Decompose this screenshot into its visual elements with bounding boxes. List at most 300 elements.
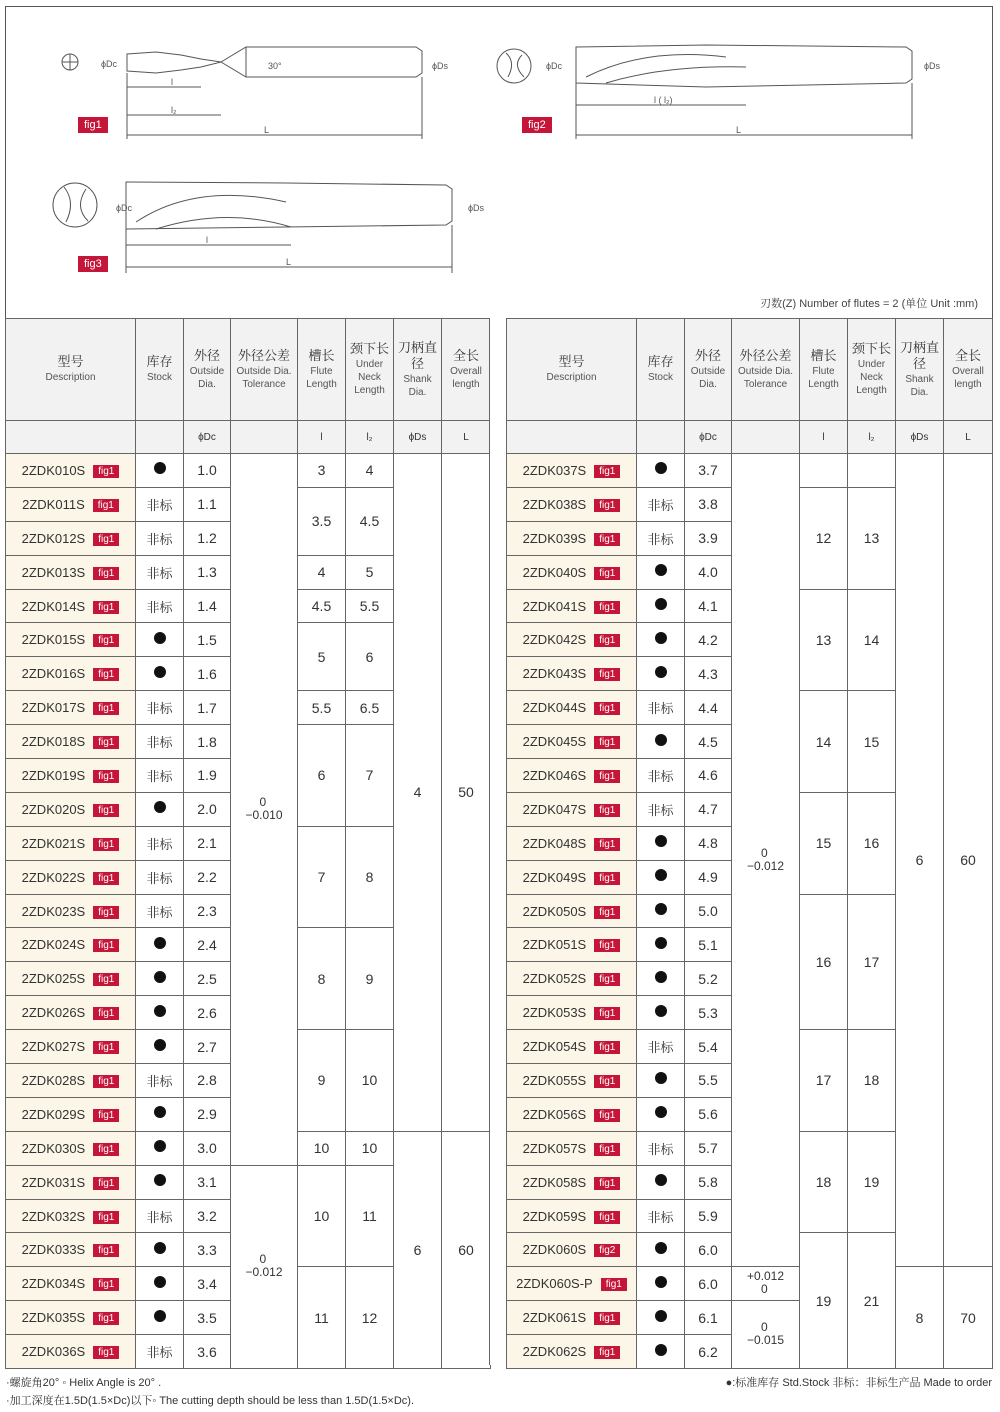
model-code: 2ZDK057S bbox=[522, 1140, 587, 1156]
model-cell bbox=[6, 1301, 136, 1335]
figure-tag: fig1 bbox=[93, 1244, 119, 1257]
model-code: 2ZDK022S bbox=[21, 869, 86, 885]
flute-cell: 6 bbox=[298, 725, 346, 827]
figure-tag: fig1 bbox=[594, 770, 620, 783]
model-cell bbox=[6, 826, 136, 860]
sym-dc: ϕDc bbox=[685, 421, 732, 454]
spec-table-left bbox=[5, 318, 491, 1369]
stock-cell bbox=[136, 1131, 184, 1165]
model-cell bbox=[507, 657, 637, 691]
figure-tag: fig1 bbox=[93, 1346, 119, 1359]
fig3-dim-L: L bbox=[286, 257, 292, 267]
stock-made-to-order: 非标 bbox=[146, 871, 173, 887]
stock-dot-icon bbox=[655, 971, 667, 983]
figure-tag: fig1 bbox=[594, 668, 620, 681]
flute-cell: 17 bbox=[800, 1030, 848, 1132]
stock-dot-icon bbox=[655, 734, 667, 746]
unit-note: 刃数(Z) Number of flutes = 2 (单位 Unit :mm) bbox=[760, 298, 978, 310]
figure-tag: fig1 bbox=[93, 533, 119, 546]
figure-tag: fig1 bbox=[594, 601, 620, 614]
figure-tag: fig1 bbox=[93, 872, 119, 885]
dia-cell: 2.4 bbox=[184, 928, 231, 962]
neck-cell: 6 bbox=[346, 623, 394, 691]
sym-l: l bbox=[298, 421, 346, 454]
dia-cell: 5.6 bbox=[685, 1097, 732, 1131]
model-cell bbox=[507, 1097, 637, 1131]
dia-cell: 3.8 bbox=[685, 487, 732, 521]
dia-cell: 3.0 bbox=[184, 1131, 231, 1165]
dia-cell: 5.7 bbox=[685, 1131, 732, 1165]
tolerance-cell bbox=[231, 1165, 298, 1368]
figure-tag: fig1 bbox=[594, 465, 620, 478]
flute-cell: 12 bbox=[800, 487, 848, 589]
stock-made-to-order: 非标 bbox=[146, 905, 173, 921]
model-cell bbox=[507, 1165, 637, 1199]
model-code: 2ZDK017S bbox=[21, 700, 86, 716]
header-model: 型号 Description bbox=[6, 319, 136, 421]
figure-tag: fig1 bbox=[594, 804, 620, 817]
fig1-tag: fig1 bbox=[78, 117, 108, 133]
figure-tag: fig1 bbox=[594, 499, 620, 512]
tolerance-upper: 0 bbox=[259, 794, 267, 809]
model-cell bbox=[6, 521, 136, 555]
dia-cell: 4.4 bbox=[685, 691, 732, 725]
figure-tag: fig1 bbox=[93, 567, 119, 580]
dia-cell: 6.2 bbox=[685, 1335, 732, 1369]
tolerance-upper: 0 bbox=[760, 1320, 768, 1335]
figure-tag: fig1 bbox=[594, 906, 620, 919]
tolerance-cell bbox=[732, 1267, 800, 1301]
stock-dot-icon bbox=[655, 462, 667, 474]
stock-dot-icon bbox=[655, 1174, 667, 1186]
fig3-dim-l: l bbox=[206, 235, 208, 245]
stock-dot-icon bbox=[655, 666, 667, 678]
shank-cell: 6 bbox=[896, 454, 944, 1267]
model-code: 2ZDK016S bbox=[21, 666, 86, 682]
neck-cell: 10 bbox=[346, 1131, 394, 1165]
figure-tag: fig1 bbox=[594, 533, 620, 546]
fig1-dim-ds: ϕDs bbox=[432, 61, 449, 71]
stock-cell bbox=[136, 1097, 184, 1131]
figure-tag: fig2 bbox=[594, 1244, 620, 1257]
stock-cell bbox=[136, 1165, 184, 1199]
stock-made-to-order: 非标 bbox=[647, 1210, 674, 1226]
dia-cell: 4.3 bbox=[685, 657, 732, 691]
model-code: 2ZDK055S bbox=[522, 1072, 587, 1088]
model-code: 2ZDK058S bbox=[522, 1174, 587, 1190]
model-code: 2ZDK020S bbox=[21, 801, 86, 817]
header-dia: 外径 Outside Dia. bbox=[184, 319, 231, 421]
figure-tag: fig1 bbox=[93, 1143, 119, 1156]
header-dia: 外径 Outside Dia. bbox=[685, 319, 732, 421]
model-code: 2ZDK018S bbox=[21, 734, 86, 750]
dia-cell: 2.3 bbox=[184, 894, 231, 928]
tolerance-cell bbox=[732, 454, 800, 1267]
stock-dot-icon bbox=[655, 835, 667, 847]
flute-cell bbox=[800, 454, 848, 488]
model-code: 2ZDK027S bbox=[21, 1039, 86, 1055]
dia-cell: 4.8 bbox=[685, 826, 732, 860]
stock-dot-icon bbox=[655, 869, 667, 881]
stock-cell bbox=[637, 521, 685, 555]
header-tolerance: 外径公差 Outside Dia. Tolerance bbox=[732, 319, 800, 421]
dia-cell: 5.8 bbox=[685, 1165, 732, 1199]
model-code: 2ZDK049S bbox=[522, 869, 587, 885]
model-code: 2ZDK028S bbox=[21, 1072, 86, 1088]
figure-tag: fig1 bbox=[93, 1075, 119, 1088]
fig3-end-view bbox=[53, 183, 97, 227]
dia-cell: 1.0 bbox=[184, 454, 231, 488]
sym-l2: l₂ bbox=[848, 421, 896, 454]
footnote-legend: ●:标准库存 Std.Stock 非标：非标生产品 Made to order bbox=[725, 1377, 992, 1389]
model-code: 2ZDK036S bbox=[21, 1344, 86, 1360]
fig1-dim-L: L bbox=[264, 125, 270, 135]
stock-cell bbox=[637, 962, 685, 996]
neck-cell: 7 bbox=[346, 725, 394, 827]
tolerance-cell bbox=[231, 454, 298, 1166]
stock-cell bbox=[637, 1199, 685, 1233]
stock-cell bbox=[637, 759, 685, 793]
figure-tag: fig1 bbox=[93, 838, 119, 851]
tolerance-lower: −0.012 bbox=[245, 1265, 283, 1280]
stock-dot-icon bbox=[154, 1005, 166, 1017]
stock-dot-icon bbox=[655, 1310, 667, 1322]
figure-tag: fig1 bbox=[594, 1346, 620, 1359]
stock-dot-icon bbox=[154, 462, 166, 474]
figure-tag: fig1 bbox=[93, 702, 119, 715]
model-cell bbox=[6, 1064, 136, 1098]
stock-cell bbox=[136, 1335, 184, 1369]
model-code: 2ZDK014S bbox=[21, 598, 86, 614]
stock-cell bbox=[637, 623, 685, 657]
model-cell bbox=[507, 555, 637, 589]
flute-cell: 4.5 bbox=[298, 589, 346, 623]
dia-cell: 2.5 bbox=[184, 962, 231, 996]
figure-tag: fig1 bbox=[594, 1211, 620, 1224]
stock-dot-icon bbox=[655, 937, 667, 949]
sym-ds: ϕDs bbox=[394, 421, 442, 454]
stock-dot-icon bbox=[655, 598, 667, 610]
model-code: 2ZDK033S bbox=[21, 1242, 86, 1258]
stock-cell bbox=[637, 1335, 685, 1369]
model-cell bbox=[507, 589, 637, 623]
stock-made-to-order: 非标 bbox=[647, 702, 674, 718]
neck-cell: 17 bbox=[848, 894, 896, 1030]
flute-cell: 18 bbox=[800, 1131, 848, 1233]
stock-dot-icon bbox=[655, 1005, 667, 1017]
fig3-dim-dc: ϕDc bbox=[116, 203, 133, 213]
tolerance-upper: +0.012 bbox=[746, 1269, 785, 1284]
stock-dot-icon bbox=[154, 1242, 166, 1254]
stock-cell bbox=[136, 725, 184, 759]
dia-cell: 2.0 bbox=[184, 792, 231, 826]
model-cell bbox=[507, 725, 637, 759]
stock-dot-icon bbox=[655, 1344, 667, 1356]
neck-cell bbox=[848, 454, 896, 488]
header-overall: 全长 Overall length bbox=[442, 319, 491, 421]
model-cell bbox=[507, 1064, 637, 1098]
flute-cell: 9 bbox=[298, 1030, 346, 1132]
stock-cell bbox=[637, 996, 685, 1030]
stock-cell bbox=[637, 1097, 685, 1131]
sym-L: L bbox=[944, 421, 993, 454]
figure-tag: fig1 bbox=[93, 1278, 119, 1291]
fig2-tag: fig2 bbox=[522, 117, 552, 133]
stock-dot-icon bbox=[655, 564, 667, 576]
dia-cell: 1.1 bbox=[184, 487, 231, 521]
fig3-tool-outline bbox=[126, 182, 452, 229]
model-cell bbox=[507, 996, 637, 1030]
stock-cell bbox=[637, 1131, 685, 1165]
model-cell bbox=[6, 657, 136, 691]
model-cell bbox=[6, 555, 136, 589]
model-code: 2ZDK013S bbox=[21, 564, 86, 580]
figure-tag: fig1 bbox=[594, 1312, 620, 1325]
stock-cell bbox=[136, 555, 184, 589]
figure-tag: fig1 bbox=[594, 634, 620, 647]
figure-tag: fig1 bbox=[594, 736, 620, 749]
model-code: 2ZDK015S bbox=[21, 632, 86, 648]
model-cell bbox=[507, 1199, 637, 1233]
model-code: 2ZDK023S bbox=[21, 903, 86, 919]
model-cell bbox=[507, 1131, 637, 1165]
model-cell bbox=[6, 894, 136, 928]
neck-cell: 5 bbox=[346, 555, 394, 589]
stock-cell bbox=[637, 928, 685, 962]
stock-cell bbox=[136, 1233, 184, 1267]
stock-dot-icon bbox=[154, 1174, 166, 1186]
stock-dot-icon bbox=[655, 1242, 667, 1254]
model-cell bbox=[507, 928, 637, 962]
model-cell bbox=[507, 623, 637, 657]
sym-l: l bbox=[800, 421, 848, 454]
model-code: 2ZDK019S bbox=[21, 767, 86, 783]
neck-cell: 8 bbox=[346, 826, 394, 928]
stock-made-to-order: 非标 bbox=[647, 769, 674, 785]
figure-tag: fig1 bbox=[594, 1075, 620, 1088]
fig2-dim-ds: ϕDs bbox=[924, 61, 941, 71]
dia-cell: 3.4 bbox=[184, 1267, 231, 1301]
flute-cell: 5.5 bbox=[298, 691, 346, 725]
dia-cell: 3.1 bbox=[184, 1165, 231, 1199]
figure-tag: fig1 bbox=[594, 702, 620, 715]
model-cell bbox=[6, 691, 136, 725]
stock-cell bbox=[637, 725, 685, 759]
neck-cell: 6.5 bbox=[346, 691, 394, 725]
flute-cell: 19 bbox=[800, 1233, 848, 1369]
stock-cell bbox=[637, 1233, 685, 1267]
figure-tag: fig1 bbox=[93, 906, 119, 919]
header-neck: 颈下长 Under Neck Length bbox=[848, 319, 896, 421]
model-cell bbox=[507, 792, 637, 826]
model-cell bbox=[507, 521, 637, 555]
stock-dot-icon bbox=[154, 632, 166, 644]
stock-cell bbox=[637, 454, 685, 488]
stock-cell bbox=[136, 691, 184, 725]
header-stock: 库存 Stock bbox=[136, 319, 184, 421]
stock-made-to-order: 非标 bbox=[146, 736, 173, 752]
flute-cell: 13 bbox=[800, 589, 848, 691]
table-row bbox=[507, 1267, 993, 1301]
model-cell bbox=[507, 691, 637, 725]
footnote-helix: ·螺旋角20° ◦ Helix Angle is 20° . bbox=[6, 1377, 162, 1389]
dia-cell: 3.9 bbox=[685, 521, 732, 555]
fig2-dim-L: L bbox=[736, 125, 742, 135]
overall-cell: 70 bbox=[944, 1267, 993, 1369]
stock-dot-icon bbox=[154, 1039, 166, 1051]
stock-dot-icon bbox=[655, 903, 667, 915]
model-code: 2ZDK062S bbox=[522, 1344, 587, 1360]
model-cell bbox=[6, 1233, 136, 1267]
model-code: 2ZDK047S bbox=[522, 801, 587, 817]
fig3-dim-ds: ϕDs bbox=[468, 203, 485, 213]
stock-cell bbox=[136, 894, 184, 928]
tool-diagrams bbox=[6, 7, 992, 319]
fig3-tag: fig3 bbox=[78, 256, 108, 272]
sym-l2: l₂ bbox=[346, 421, 394, 454]
dia-cell: 4.5 bbox=[685, 725, 732, 759]
stock-made-to-order: 非标 bbox=[146, 769, 173, 785]
stock-cell bbox=[136, 962, 184, 996]
model-code: 2ZDK025S bbox=[21, 971, 86, 987]
model-cell bbox=[507, 826, 637, 860]
model-cell bbox=[507, 894, 637, 928]
figure-tag: fig1 bbox=[601, 1278, 627, 1291]
model-cell bbox=[6, 623, 136, 657]
stock-dot-icon bbox=[655, 632, 667, 644]
stock-cell bbox=[136, 928, 184, 962]
model-cell bbox=[6, 1335, 136, 1369]
model-code: 2ZDK032S bbox=[21, 1208, 86, 1224]
dia-cell: 4.6 bbox=[685, 759, 732, 793]
stock-cell bbox=[637, 589, 685, 623]
header-flute: 槽长 Flute Length bbox=[800, 319, 848, 421]
model-cell bbox=[6, 962, 136, 996]
model-cell bbox=[507, 962, 637, 996]
neck-cell: 12 bbox=[346, 1267, 394, 1369]
stock-made-to-order: 非标 bbox=[647, 1041, 674, 1057]
stock-made-to-order: 非标 bbox=[647, 532, 674, 548]
header-neck: 颈下长 Under Neck Length bbox=[346, 319, 394, 421]
figure-tag: fig1 bbox=[93, 465, 119, 478]
model-cell bbox=[507, 1335, 637, 1369]
figure-tag: fig1 bbox=[93, 1109, 119, 1122]
stock-dot-icon bbox=[655, 1106, 667, 1118]
fig2-dim-l2: l ( l₂) bbox=[654, 95, 673, 105]
stock-cell bbox=[637, 1267, 685, 1301]
model-cell bbox=[6, 454, 136, 488]
dia-cell: 1.5 bbox=[184, 623, 231, 657]
tolerance-lower: 0 bbox=[760, 1282, 768, 1297]
stock-cell bbox=[637, 860, 685, 894]
dia-cell: 3.7 bbox=[685, 454, 732, 488]
figure-tag: fig1 bbox=[594, 973, 620, 986]
stock-cell bbox=[637, 1301, 685, 1335]
model-code: 2ZDK048S bbox=[522, 835, 587, 851]
model-code: 2ZDK039S bbox=[522, 530, 587, 546]
model-code: 2ZDK044S bbox=[522, 700, 587, 716]
model-cell bbox=[6, 1097, 136, 1131]
dia-cell: 2.9 bbox=[184, 1097, 231, 1131]
tolerance-cell bbox=[732, 1301, 800, 1369]
stock-cell bbox=[136, 860, 184, 894]
figure-tag: fig1 bbox=[93, 736, 119, 749]
stock-cell bbox=[136, 657, 184, 691]
table-divider bbox=[489, 318, 507, 1365]
dia-cell: 4.1 bbox=[685, 589, 732, 623]
fig1-dim-l2: l₂ bbox=[171, 105, 177, 115]
dia-cell: 3.2 bbox=[184, 1199, 231, 1233]
neck-cell: 9 bbox=[346, 928, 394, 1030]
model-code: 2ZDK051S bbox=[522, 937, 587, 953]
tolerance-lower: −0.015 bbox=[746, 1333, 785, 1348]
tolerance-upper: 0 bbox=[760, 845, 768, 860]
dia-cell: 1.8 bbox=[184, 725, 231, 759]
dia-cell: 5.5 bbox=[685, 1064, 732, 1098]
stock-dot-icon bbox=[655, 1072, 667, 1084]
model-code: 2ZDK043S bbox=[522, 666, 587, 682]
stock-dot-icon bbox=[154, 666, 166, 678]
model-code: 2ZDK042S bbox=[522, 632, 587, 648]
model-cell bbox=[6, 996, 136, 1030]
stock-made-to-order: 非标 bbox=[647, 803, 674, 819]
header-shank: 刀柄直径 Shank Dia. bbox=[394, 319, 442, 421]
stock-made-to-order: 非标 bbox=[146, 532, 173, 548]
neck-cell: 18 bbox=[848, 1030, 896, 1132]
model-code: 2ZDK034S bbox=[21, 1276, 86, 1292]
overall-cell: 50 bbox=[442, 454, 491, 1132]
figure-panel bbox=[5, 6, 993, 318]
model-cell bbox=[507, 860, 637, 894]
model-code: 2ZDK037S bbox=[522, 462, 587, 478]
sym-dc: ϕDc bbox=[184, 421, 231, 454]
model-cell bbox=[507, 1030, 637, 1064]
stock-cell bbox=[637, 1064, 685, 1098]
model-code: 2ZDK011S bbox=[22, 496, 85, 512]
neck-cell: 5.5 bbox=[346, 589, 394, 623]
model-code: 2ZDK045S bbox=[522, 734, 587, 750]
figure-tag: fig1 bbox=[594, 1143, 620, 1156]
model-cell bbox=[6, 589, 136, 623]
dia-cell: 2.7 bbox=[184, 1030, 231, 1064]
model-cell bbox=[6, 1165, 136, 1199]
model-code: 2ZDK052S bbox=[522, 971, 587, 987]
stock-cell bbox=[136, 521, 184, 555]
stock-made-to-order: 非标 bbox=[146, 1074, 173, 1090]
dia-cell: 1.9 bbox=[184, 759, 231, 793]
flute-cell: 7 bbox=[298, 826, 346, 928]
stock-cell bbox=[136, 826, 184, 860]
fig1-dim-angle: 30° bbox=[268, 61, 282, 71]
figure-tag: fig1 bbox=[594, 567, 620, 580]
neck-cell: 4 bbox=[346, 454, 394, 488]
tolerance-upper: 0 bbox=[259, 1252, 267, 1267]
dia-cell: 5.2 bbox=[685, 962, 732, 996]
neck-cell: 13 bbox=[848, 487, 896, 589]
model-code: 2ZDK035S bbox=[21, 1310, 86, 1326]
stock-cell bbox=[136, 454, 184, 488]
dia-cell: 3.6 bbox=[184, 1335, 231, 1369]
shank-cell: 4 bbox=[394, 454, 442, 1132]
figure-tag: fig1 bbox=[93, 973, 119, 986]
neck-cell: 21 bbox=[848, 1233, 896, 1369]
figure-tag: fig1 bbox=[93, 770, 119, 783]
figure-tag: fig1 bbox=[594, 872, 620, 885]
model-cell bbox=[6, 928, 136, 962]
dia-cell: 6.0 bbox=[685, 1267, 732, 1301]
stock-dot-icon bbox=[154, 1106, 166, 1118]
model-code: 2ZDK050S bbox=[522, 903, 587, 919]
